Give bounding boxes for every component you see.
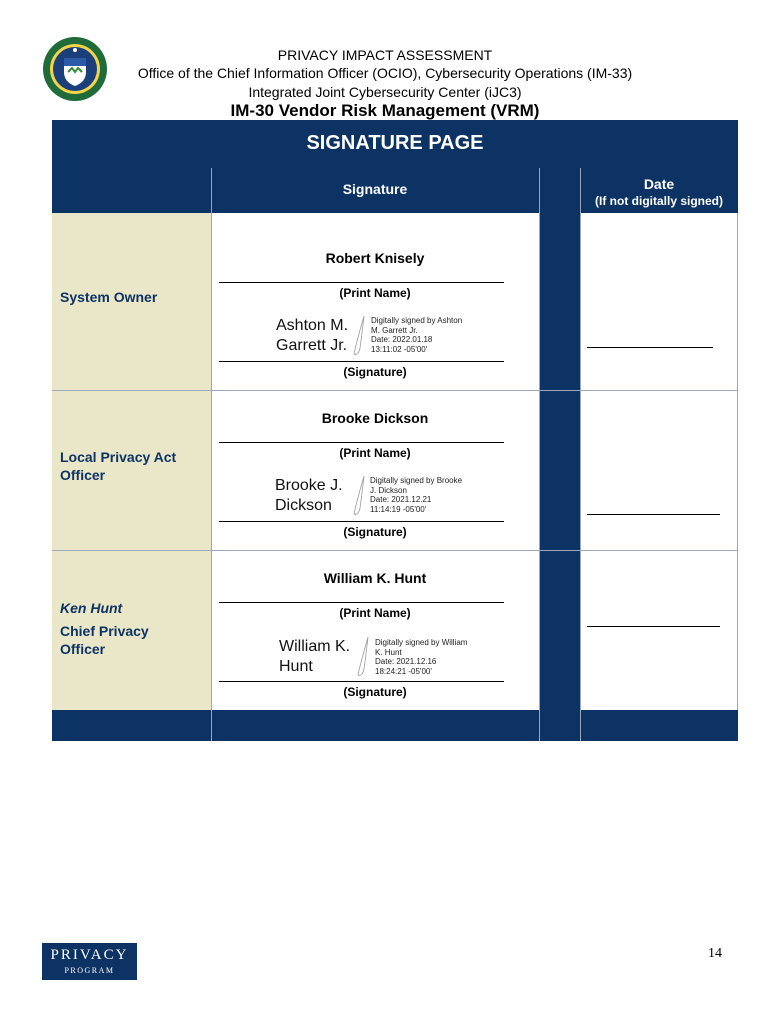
signature-caption: (Signature) xyxy=(343,525,407,539)
column-divider xyxy=(580,168,581,741)
header-center: Integrated Joint Cybersecurity Center (iJC3) xyxy=(248,84,522,100)
table-border xyxy=(737,213,738,710)
date-column xyxy=(580,213,738,710)
digital-signature-name: William K. Hunt xyxy=(279,638,351,675)
print-name-caption: (Print Name) xyxy=(339,286,411,300)
digital-signature-details: Digitally signed by Ashton M. Garrett Jr. Date: 2022.01.18 13:11:02 -05'00' xyxy=(371,316,463,354)
digital-signature-name: Brooke J. Dickson xyxy=(275,477,343,514)
role-local-privacy-act-officer: Local Privacy Act Officer xyxy=(60,449,177,483)
digital-signature-details: Digitally signed by Brooke J. Dickson Date: 2021.12.21 11:14:19 -05'00' xyxy=(370,476,463,514)
date-column-note: (If not digitally signed) xyxy=(595,194,723,208)
header-office: Office of the Chief Information Officer (OCIO), Cybersecurity Operations (IM-33) xyxy=(137,65,633,81)
role-person-name: Ken Hunt xyxy=(60,600,123,616)
date-line xyxy=(587,347,713,348)
signature-mark-icon xyxy=(352,314,366,358)
row-divider xyxy=(52,390,738,391)
row-divider xyxy=(52,550,738,551)
signature-column-header: Signature xyxy=(342,181,408,197)
role-system-owner: System Owner xyxy=(60,289,158,305)
digital-signature-details: Digitally signed by William K. Hunt Date: 2021.12.16 18:24:21 -05'00' xyxy=(375,638,468,676)
print-name-line xyxy=(219,442,504,443)
table-footer-row xyxy=(52,710,738,741)
signature-caption: (Signature) xyxy=(343,365,407,379)
date-column-header: Date xyxy=(643,176,675,192)
digital-signature-name: Ashton M. Garrett Jr. xyxy=(276,317,349,354)
header-system-name: IM-30 Vendor Risk Management (VRM) xyxy=(230,101,540,120)
date-line xyxy=(587,514,720,515)
print-name-caption: (Print Name) xyxy=(339,606,411,620)
print-name: William K. Hunt xyxy=(323,570,427,586)
column-divider xyxy=(539,168,540,741)
signature-mark-icon xyxy=(356,635,370,679)
page-number: 14 xyxy=(708,946,722,961)
print-name-line xyxy=(219,602,504,603)
header-title: PRIVACY IMPACT ASSESSMENT xyxy=(277,47,493,63)
signature-line xyxy=(219,681,504,682)
print-name: Robert Knisely xyxy=(325,250,425,266)
signature-line xyxy=(219,521,504,522)
privacy-program-logo: PRIVACY PROGRAM xyxy=(42,943,137,980)
signature-page-title: SIGNATURE PAGE xyxy=(306,132,484,154)
date-line xyxy=(587,626,720,627)
print-name-line xyxy=(219,282,504,283)
signature-line xyxy=(219,361,504,362)
print-name-caption: (Print Name) xyxy=(339,446,411,460)
spacer-column xyxy=(539,213,580,710)
role-chief-privacy-officer: Chief Privacy Officer xyxy=(60,623,149,657)
signature-mark-icon xyxy=(352,474,366,518)
signature-caption: (Signature) xyxy=(343,685,407,699)
print-name: Brooke Dickson xyxy=(321,410,429,426)
